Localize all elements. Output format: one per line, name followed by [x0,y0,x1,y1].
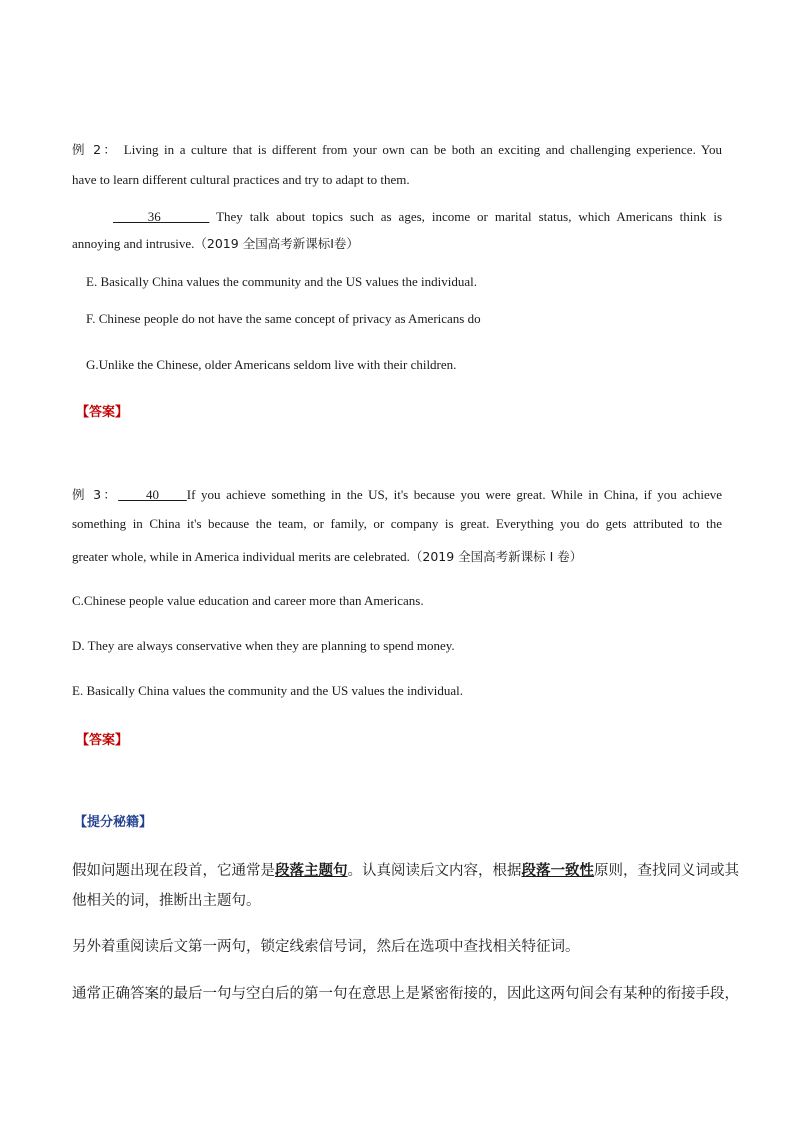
example2-option-e: E. Basically China values the community and the US values the individual. [86,274,478,289]
example2-question-line2: annoying and intrusive.（2019 全国高考新课标I卷） [72,236,359,251]
tips-tag: 【提分秘籍】 [74,815,153,830]
key-term-topic-sentence: 段落主题句 [275,863,348,879]
example2-source: （2019 全国高考新课标I卷） [194,236,359,251]
tips-paragraph-1-line2: 他相关的词，推断出主题句。 [72,893,261,909]
example2-question-text: They talk about topics such as ages, income or marital status, which Americans think is [216,209,722,224]
tips-paragraph-3: 通常正确答案的最后一句与空白后的第一句在意思上是紧密衔接的，因此这两句间会有某种的衔接手段， [72,986,739,1002]
example3-option-c: C.Chinese people value education and career more than Americans. [72,593,424,608]
example3-answer-tag: 【答案】 [76,733,129,748]
example3-line1 [72,485,722,503]
example2-question-line1 [113,209,722,225]
key-term-coherence: 段落一致性 [521,863,594,879]
example2-label: 例 2： [72,142,119,157]
example3-label: 例 3： [72,487,119,502]
example3-option-d: D. They are always conservative when they are planning to spend money. [72,638,455,653]
answer-blank: 36 [147,209,161,224]
example3-source: （2019 全国高考新课标 I 卷） [409,549,583,564]
example3-line2: something in China it's because the team, or family, or company is great. Everything you do gets attributed to the [72,516,722,531]
tips-paragraph-1: 假如问题出现在段首，它通常是段落主题句。认真阅读后文内容，根据段落一致性原则，查找同义词或其 [72,863,739,879]
example3-line3: greater whole, while in America individual merits are celebrated.（2019 全国高考新课标 I 卷） [72,549,583,564]
tips-paragraph-2: 另外着重阅读后文第一两句，锁定线索信号词，然后在选项中查找相关特征词。 [72,939,580,955]
example2-line1 [72,140,722,158]
example2-option-g: G.Unlike the Chinese, older Americans seldom live with their children. [86,357,457,372]
example2-option-f: F. Chinese people do not have the same concept of privacy as Americans do [86,311,481,326]
example2-line2: have to learn different cultural practices and try to adapt to them. [72,172,410,187]
example2-text-1: Living in a culture that is different from your own can be both an exciting and challenging experience. You [123,142,723,157]
example3-text-1: If you achieve something in the US, it's because you were great. While in China, if you achieve [186,487,723,502]
answer-blank: 40 [145,487,159,502]
example2-answer-tag: 【答案】 [76,405,129,420]
example3-option-e: E. Basically China values the community and the US values the individual. [72,683,464,698]
